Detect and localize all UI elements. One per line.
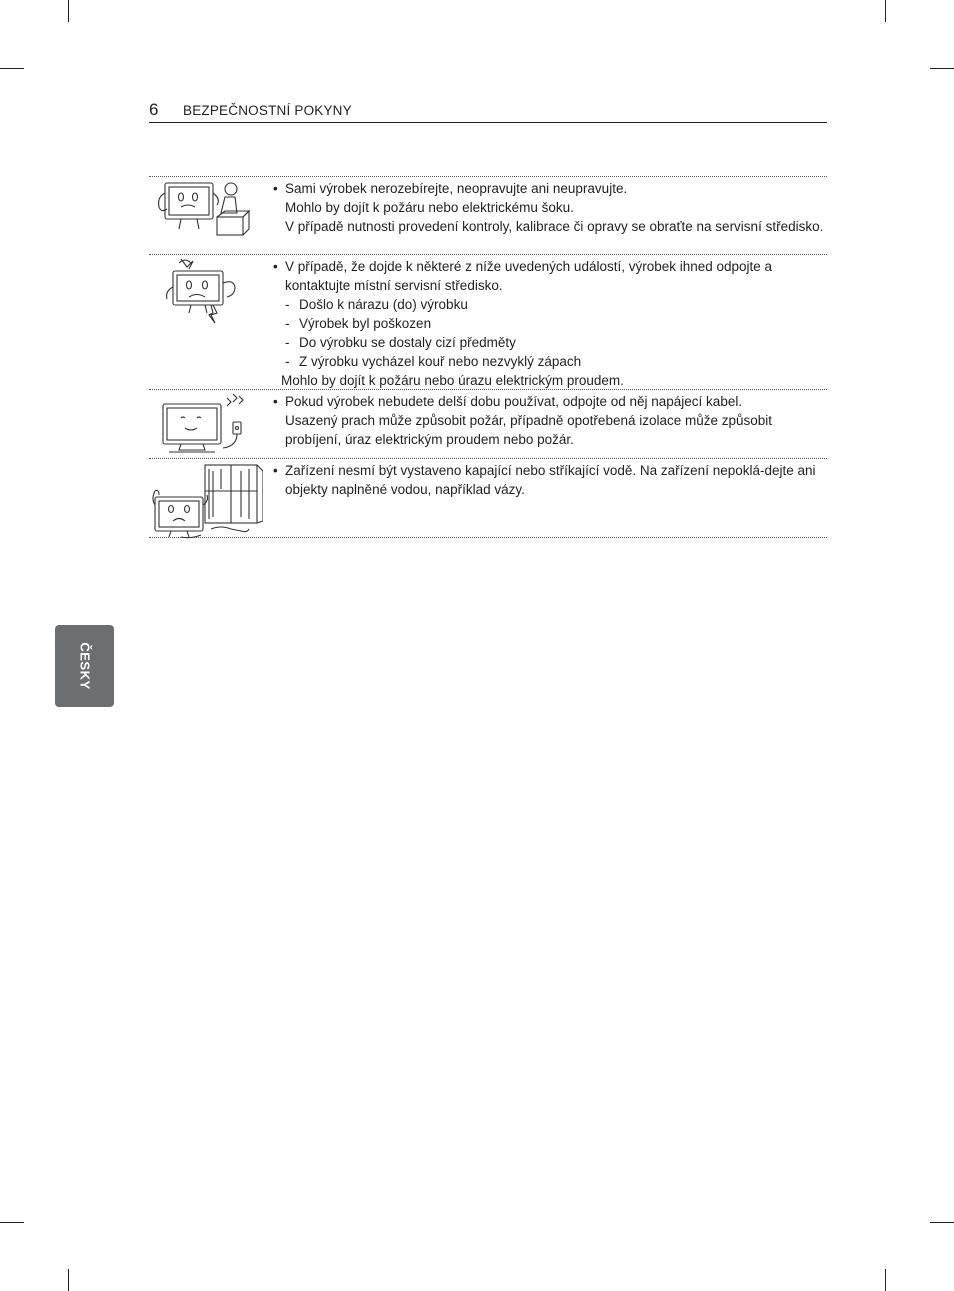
paragraph-line — [271, 411, 827, 449]
line-text: Usazený prach může způsobit požár, případně opotřebená izolace může způsobit probíjení, úraz elektrickým proudem nebo požár. — [285, 413, 773, 447]
crop-mark — [885, 1269, 886, 1291]
paragraph-line — [271, 198, 827, 217]
crop-mark — [885, 0, 886, 22]
sub-item — [271, 333, 827, 352]
safety-row — [149, 255, 827, 390]
safety-row — [149, 390, 827, 459]
tv-water-icon — [149, 459, 261, 537]
dash-icon: - — [285, 335, 290, 350]
crop-mark — [0, 68, 24, 69]
bullet-icon: • — [273, 181, 278, 196]
dash-icon: - — [285, 297, 290, 312]
sub-item — [271, 352, 827, 371]
sub-item-text: Došlo k nárazu (do) výrobku — [299, 297, 468, 312]
safety-row — [149, 177, 827, 255]
list-item — [271, 392, 827, 411]
row-footnote: Mohlo by dojít k požáru nebo úrazu elektrickým proudem. — [281, 373, 624, 388]
sub-item-text: Z výrobku vycházel kouř nebo nezvyklý zápach — [299, 354, 582, 369]
crop-mark — [0, 1222, 24, 1223]
tv-disassembly-icon — [149, 177, 261, 254]
line-text: V případě nutnosti provedení kontroly, kalibrace či opravy se obraťte na servisní středisko. — [285, 219, 824, 234]
row-text — [261, 390, 827, 458]
bullet-icon: • — [273, 463, 278, 478]
crop-mark — [68, 1269, 69, 1291]
crop-mark — [930, 68, 954, 69]
bullet-text: Zařízení nesmí být vystaveno kapající nebo stříkající vodě. Na zařízení nepoklá-dejte ani objekty naplněné vodou, například vázy. — [285, 463, 816, 497]
row-text — [261, 459, 827, 537]
language-tab — [55, 625, 114, 707]
dash-icon: - — [285, 354, 290, 369]
language-tab-label: ČESKY — [77, 642, 92, 690]
safety-table — [149, 176, 827, 538]
crop-mark — [930, 1222, 954, 1223]
row-text — [261, 177, 827, 254]
tv-unplug-icon — [149, 390, 261, 458]
page-number: 6 — [149, 100, 159, 119]
list-item — [271, 257, 827, 295]
dash-icon: - — [285, 316, 290, 331]
bullet-text: Pokud výrobek nebudete delší dobu používat, odpojte od něj napájecí kabel. — [285, 394, 743, 409]
section-title: BEZPEČNOSTNÍ POKYNY — [183, 103, 352, 118]
bullet-text: Sami výrobek nerozebírejte, neopravujte ani neupravujte. — [285, 181, 628, 196]
sub-item — [271, 295, 827, 314]
page-header — [149, 100, 827, 123]
list-item — [271, 179, 827, 198]
bullet-text: V případě, že dojde k některé z níže uvedených událostí, výrobek ihned odpojte a kontaktujte místní servisní středisko. — [285, 259, 773, 293]
list-item — [271, 461, 827, 499]
safety-row — [149, 459, 827, 538]
row-text — [261, 255, 827, 389]
sub-item — [271, 314, 827, 333]
paragraph-line — [271, 217, 827, 236]
bullet-icon: • — [273, 394, 278, 409]
line-text: Mohlo by dojít k požáru nebo elektrickému šoku. — [285, 200, 574, 215]
crop-mark — [68, 0, 69, 22]
bullet-icon: • — [273, 259, 278, 274]
tv-damage-icon — [149, 255, 261, 389]
sub-item-text: Výrobek byl poškozen — [299, 316, 432, 331]
sub-item-text: Do výrobku se dostaly cizí předměty — [299, 335, 516, 350]
